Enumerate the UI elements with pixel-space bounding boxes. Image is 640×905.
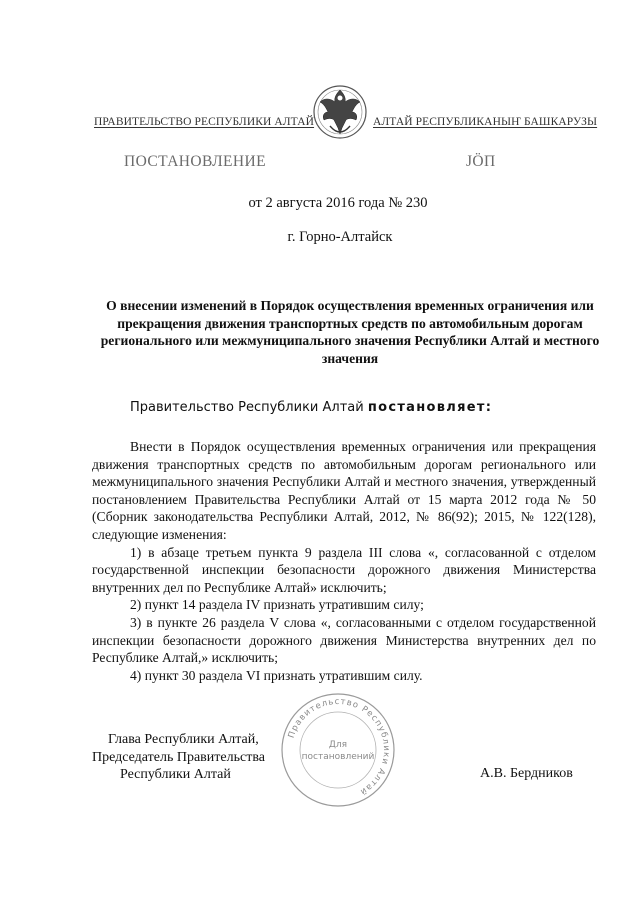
document-city: г. Горно-Алтайск bbox=[287, 229, 393, 245]
body-paragraph: 2) пункт 14 раздела IV признать утратившим силу; bbox=[130, 597, 424, 613]
coat-of-arms-icon bbox=[312, 82, 368, 144]
signatory-line: Республики Алтай bbox=[120, 767, 231, 782]
document-title: О внесении изменений в Порядок осуществления временных ограничения или прекращения движения транспортных средств по автомобильным дорогам регионального или межмуниципального значения Республики Алтай и местного значения bbox=[100, 298, 600, 366]
header-government-name-altai: АЛТАЙ РЕСПУБЛИКАНЫҤ БАШКАРУЗЫ bbox=[373, 116, 598, 128]
seal-center-text: Для bbox=[328, 740, 348, 750]
seal-center-text: постановлений bbox=[301, 752, 375, 762]
document-type-label: ПОСТАНОВЛЕНИЕ bbox=[124, 153, 266, 170]
document-type-label-altai: JÖП bbox=[466, 153, 496, 170]
document-body bbox=[92, 438, 596, 684]
preamble-action: постановляет: bbox=[367, 400, 493, 415]
header-government-name: ПРАВИТЕЛЬСТВО РЕСПУБЛИКИ АЛТАЙ bbox=[94, 116, 315, 128]
official-seal bbox=[278, 690, 398, 810]
seal-ring-text: Правительство Республики Алтай bbox=[286, 696, 392, 797]
preamble bbox=[130, 400, 492, 415]
preamble-subject: Правительство Республики Алтай bbox=[130, 400, 368, 415]
body-paragraph: Внести в Порядок осуществления временных ограничения или прекращения движения транспортных средств по автомобильным дорогам регионального или межмуниципального значения Республики Алтай и местного значения, утвержденный постановлением Правительства Республики Алтай от 15 марта 2012 года № 50 (Сборник законодательства Республики Алтай, 2012, № 86(92); 2015, № 122(128), следующие изменения: bbox=[92, 439, 596, 542]
signatory-name: А.В. Бердников bbox=[480, 766, 573, 781]
document-date-number: от 2 августа 2016 года № 230 bbox=[248, 195, 428, 211]
signatory-title bbox=[92, 731, 265, 784]
signatory-line: Глава Республики Алтай, bbox=[108, 732, 259, 747]
signatory-line: Председатель Правительства bbox=[92, 749, 265, 765]
body-paragraph: 1) в абзаце третьем пункта 9 раздела III слова «, согласованной с отделом государственной инспекции безопасности дорожного движения Министерства внутренних дел по Республике Алтай» исключить; bbox=[92, 544, 596, 595]
body-paragraph: 3) в пункте 26 раздела V слова «, согласованными с отделом государственной инспекции безопасности дорожного движения Министерства внутренних дел по Республике Алтай,» исключить; bbox=[92, 614, 596, 666]
body-paragraph: 4) пункт 30 раздела VI признать утратившим силу. bbox=[130, 667, 423, 683]
